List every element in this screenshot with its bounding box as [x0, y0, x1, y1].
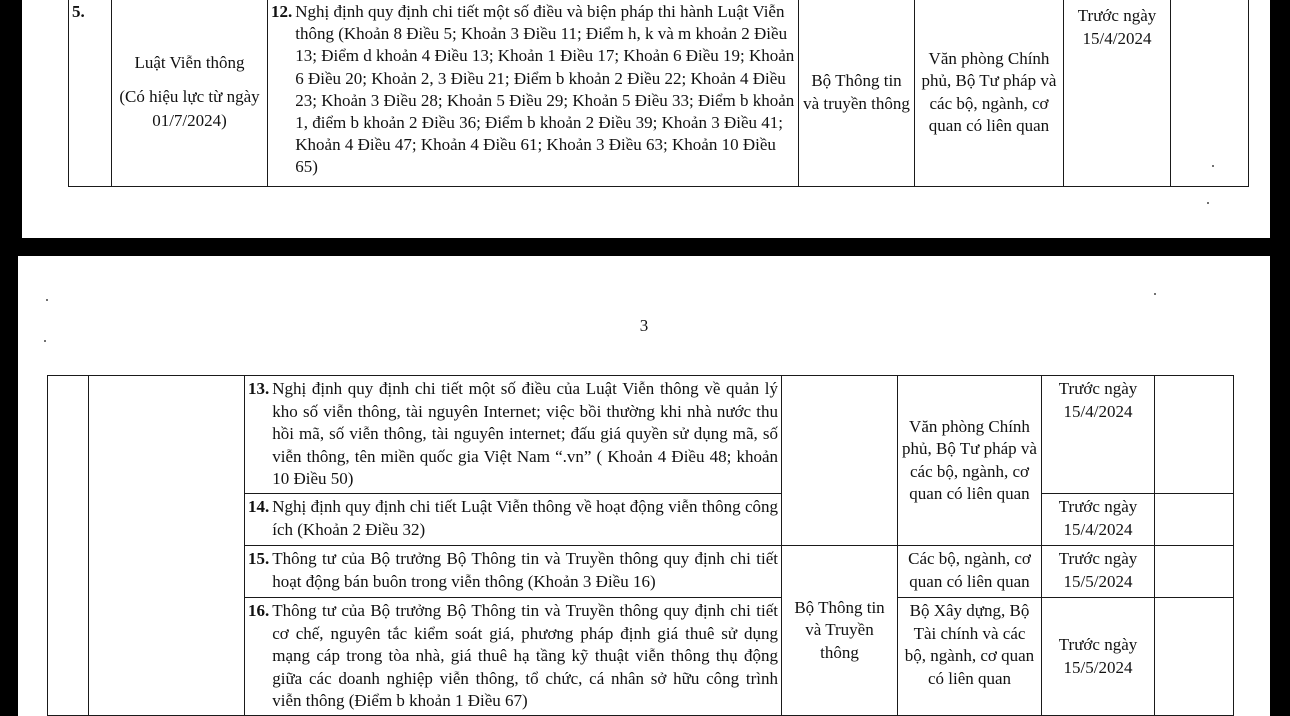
coordinating-agency: Bộ Xây dựng, Bộ Tài chính và các bộ, ngành, cơ quan có liên quan	[904, 601, 1035, 688]
item-cell	[245, 494, 782, 546]
deadline: Trước ngày 15/4/2024	[1077, 6, 1157, 48]
deadline-cell	[1042, 598, 1155, 716]
deadline-cell	[1064, 0, 1171, 187]
law-cell	[112, 0, 268, 187]
item-cell	[268, 0, 799, 187]
document-page-lower	[18, 256, 1270, 716]
page-number: 3	[639, 316, 649, 335]
row-number-cell	[69, 0, 112, 187]
item-number: 12.	[271, 2, 293, 21]
coordinating-agency-cell	[915, 0, 1064, 187]
coordinating-agency-cell	[898, 546, 1042, 598]
scan-speck	[1212, 165, 1214, 167]
item-number: 16.	[248, 601, 270, 620]
law-effective-date: (Có hiệu lực từ ngày 01/7/2024)	[119, 86, 260, 130]
item-number: 13.	[248, 379, 270, 398]
item-cell	[245, 598, 782, 716]
coordinating-agency: Các bộ, ngành, cơ quan có liên quan	[908, 549, 1031, 591]
lead-agency: Bộ Thông tin và truyền thông	[803, 71, 910, 113]
deadline: Trước ngày 15/5/2024	[1058, 635, 1138, 677]
item-text: Nghị định quy định chi tiết một số điều và biện pháp thi hành Luật Viễn thông (Khoản 8 Điều 5; Khoản 3 Điều 11; Điểm h, k và m khoản 2 Điều 13; Điểm d khoản 4 Điều 13; Khoản 1 Điều 17; Khoản 6 Điều 19; Khoản 6 Điều 20; Khoản 2, 3 Điều 21; Điểm b khoản 2 Điều 22; Khoản 4 Điều 23; Khoản 3 Điều 28; Khoản 5 Điều 29; Khoản 5 Điều 33; Điểm b khoản 1, điểm b khoản 2 Điều 36; Điểm b khoản 2 Điều 39; Khoản 3 Điều 41; Khoản 4 Điều 47; Khoản 4 Điều 61; Khoản 3 Điều 63; Khoản 10 Điều 65)	[295, 2, 795, 177]
lead-agency: Bộ Thông tin và Truyền thông	[794, 597, 885, 662]
item-text: Nghị định quy định chi tiết một số điều của Luật Viễn thông về quản lý kho số viễn thông, tài nguyên Internet; việc bồi thường khi nhà nước thu hồi mã, số viễn thông, tài nguyên internet; đấu giá quyền sử dụng mã, số viễn thông, tên miền quốc gia Việt Nam “.vn” ( Khoản 4 Điều 48; khoản 10 Điều 50)	[272, 379, 778, 488]
coordinating-agency: Văn phòng Chính phủ, Bộ Tư pháp và các bộ, ngành, cơ quan có liên quan	[902, 416, 1037, 503]
scan-speck	[46, 299, 48, 301]
notes-cell	[1171, 0, 1249, 187]
lead-agency-cell	[782, 376, 898, 546]
scan-speck	[44, 340, 46, 342]
row-number: 5.	[72, 2, 85, 21]
scan-speck	[1154, 293, 1156, 295]
plan-table-lower	[47, 375, 1234, 716]
law-cell	[89, 376, 245, 716]
deadline: Trước ngày 15/4/2024	[1058, 497, 1138, 539]
deadline-cell	[1042, 546, 1155, 598]
notes-cell	[1155, 598, 1234, 716]
lead-agency-cell	[799, 0, 915, 187]
item-cell	[245, 546, 782, 598]
row-number-cell	[48, 376, 89, 716]
item-text: Thông tư của Bộ trưởng Bộ Thông tin và Truyền thông quy định chi tiết cơ chế, nguyên tắc kiểm soát giá, phương pháp định giá thuê sử dụng mạng cáp trong tòa nhà, giá thuê hạ tầng kỹ thuật viễn thông thụ động giữa các doanh nghiệp viễn thông, tổ chức, cá nhân sở hữu công trình viễn thông (Điểm b khoản 1 Điều 67)	[272, 601, 778, 710]
item-number: 15.	[248, 549, 270, 568]
item-text: Nghị định quy định chi tiết Luật Viễn thông về hoạt động viễn thông công ích (Khoản 2 Điều 32)	[272, 497, 778, 539]
deadline: Trước ngày 15/4/2024	[1058, 379, 1138, 421]
item-cell	[245, 376, 782, 494]
plan-table-upper	[68, 0, 1249, 187]
deadline: Trước ngày 15/5/2024	[1058, 549, 1138, 591]
table-row	[48, 376, 1234, 494]
notes-cell	[1155, 494, 1234, 546]
scan-speck	[1207, 202, 1209, 204]
notes-cell	[1155, 546, 1234, 598]
document-page-upper	[22, 0, 1270, 238]
deadline-cell	[1042, 376, 1155, 494]
deadline-cell	[1042, 494, 1155, 546]
item-text: Thông tư của Bộ trưởng Bộ Thông tin và Truyền thông quy định chi tiết hoạt động bán buôn trong viễn thông (Khoản 3 Điều 16)	[272, 549, 778, 591]
law-name: Luật Viễn thông	[134, 53, 245, 73]
table-row	[69, 0, 1249, 187]
coordinating-agency: Văn phòng Chính phủ, Bộ Tư pháp và các bộ, ngành, cơ quan có liên quan	[921, 48, 1057, 135]
coordinating-agency-cell	[898, 376, 1042, 546]
lead-agency-cell	[782, 546, 898, 716]
notes-cell	[1155, 376, 1234, 494]
coordinating-agency-cell	[898, 598, 1042, 716]
item-number: 14.	[248, 497, 270, 516]
